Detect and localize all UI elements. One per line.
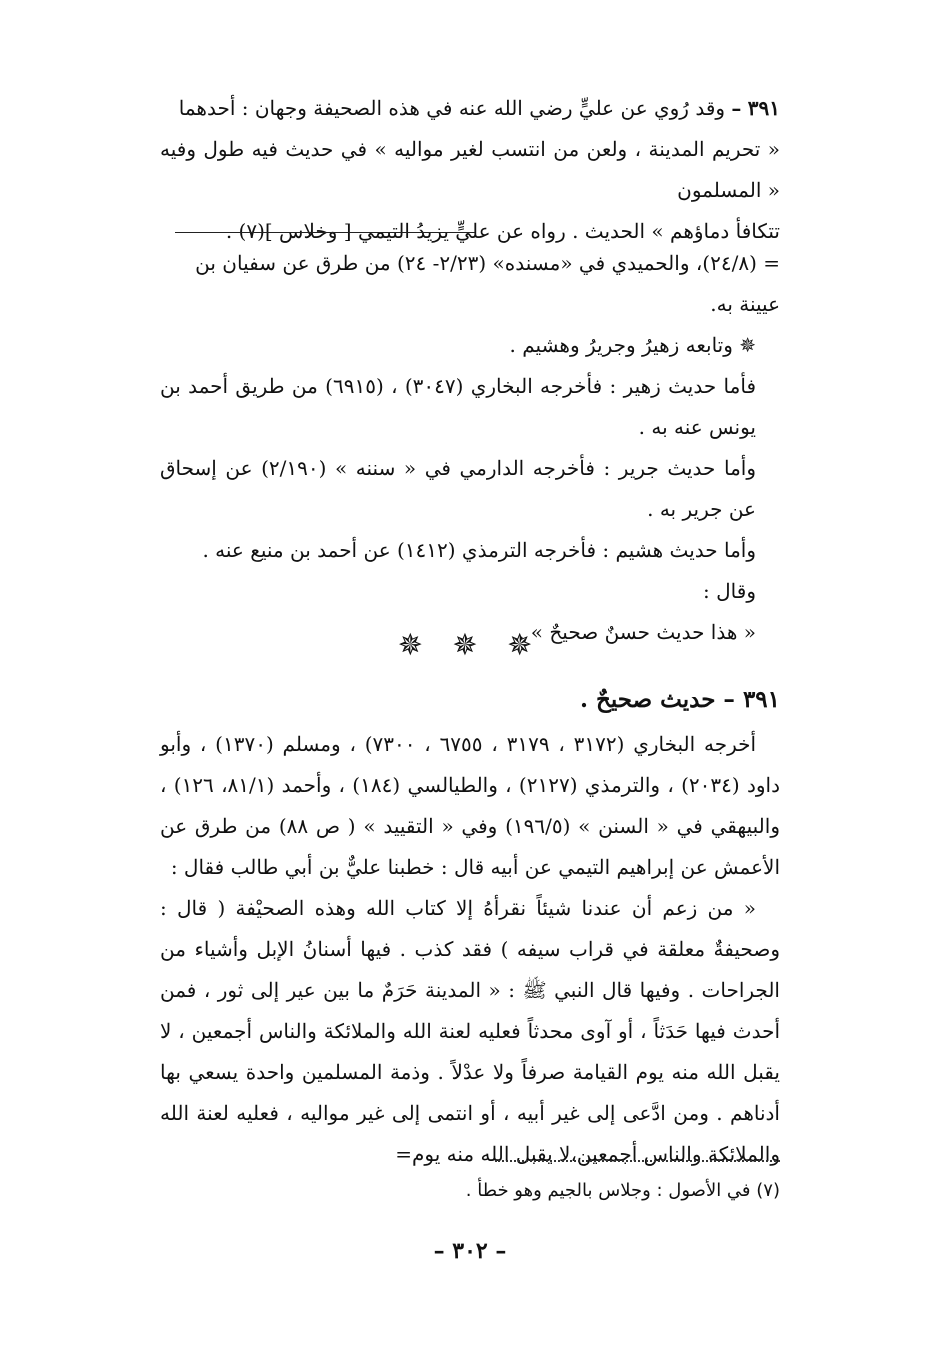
footnote-separator bbox=[495, 1160, 780, 1162]
hadith-text-paragraph: « من زعم أن عندنا شيئاً نقرأهُ إلا كتاب الله وهذه الصحيْفة ( قال : وصحيفةٌ معلقة في قراب سيفه ) فقد كذب . فيها أسنانُ الإبل وأشياء من الجراحات . وفيها قال النبي ﷺ : « المدينة حَرَمٌ ما بين عير إلى ثور ، فمن أحدث فيها حَدَثاً ، أو آوى محدثاً فعليه لعنة الله والملائكة والناس أجمعين ، لا يقبل الله منه يوم القيامة صرفاً ولا عدْلاً . وذمة المسلمين واحدة يسعي بها أدناهم . ومن ادَّعى إلى غير أبيه ، أو انتمى إلى غير مواليه ، فعليه لعنة الله والملائكة والناس أجمعين،لا يقبل الله منه يوم= bbox=[160, 896, 780, 1166]
footnote-rule bbox=[175, 232, 475, 233]
section-separator: ✵ ✵ ✵ bbox=[397, 628, 543, 663]
takhrij-line-2: ✵ وتابعه زهيرُ وجريرُ وهشيم . bbox=[509, 333, 756, 357]
takhrij-line-5: وأما حديث هشيم : فأخرجه الترمذي (١٤١٢) عن أحمد بن منيع عنه . bbox=[202, 538, 756, 562]
takhrij-line-3: فأما حديث زهير : فأخرجه البخاري (٣٠٤٧) ، (٦٩١٥) من طريق أحمد بن يونس عنه به . bbox=[160, 374, 757, 439]
footnotes bbox=[160, 1176, 780, 1206]
commentary-line-3: تتكافأ دماؤهم » الحديث . رواه عن عليٍّ يزيدُ التيمي [ وخلاس ](٧) . bbox=[225, 219, 780, 243]
hadith-takhrij-paragraph: أخرجه البخاري (٣١٧٢ ، ٣١٧٩ ، ٦٧٥٥ ، ٧٣٠٠) ، ومسلم (١٣٧٠) ، وأبو داود (٢٠٣٤) ، والترمذي (٢١٢٧) ، والطيالسي (١٨٤) ، وأحمد (٨١/١، ١٢٦) ، والبيهقي في « السنن » (١٩٦/٥) وفي « التقييد » ( ص ٨٨) من طرق عن الأعمش عن إبراهيم التيمي عن أبيه قال : خطبنا عليٌّ بن أبي طالب فقال : bbox=[160, 732, 780, 879]
takhrij-line-7: « هذا حديث حسنٌ صحيحٌ » . bbox=[518, 620, 756, 644]
footnote-7: (٧) في الأصول : وجلاس بالجيم وهو خطأ . bbox=[465, 1180, 780, 1201]
commentary-text-1: وقد رُوي عن عليٍّ رضي الله عنه في هذه الصحيفة وجهان : أحدهما bbox=[178, 96, 726, 120]
section-dash: – bbox=[731, 96, 742, 120]
section-number: ٣٩١ bbox=[747, 96, 780, 120]
hadith-heading: ٣٩١ – حديث صحيحٌ . bbox=[579, 686, 780, 713]
takhrij-notes bbox=[160, 243, 780, 653]
takhrij-line-6: وقال : bbox=[703, 579, 756, 603]
section-391-commentary bbox=[160, 88, 780, 252]
takhrij-line-1: = (٢٤/٨)، والحميدي في «مسنده» (٢/٢٣- ٢٤) من طرق عن سفيان بن عيينة به. bbox=[195, 251, 780, 316]
commentary-line-2: « تحريم المدينة ، ولعن من انتسب لغير مواليه » في حديث فيه طول وفيه « المسلمون bbox=[160, 137, 780, 202]
takhrij-line-4: وأما حديث جرير : فأخرجه الدارمي في « سننه » (٢/١٩٠) عن إسحاق عن جرير به . bbox=[160, 456, 757, 521]
commentary-line-1 bbox=[160, 88, 780, 129]
section-391-hadith bbox=[160, 680, 780, 1175]
page-number: – ٣٠٢ – bbox=[433, 1238, 507, 1264]
